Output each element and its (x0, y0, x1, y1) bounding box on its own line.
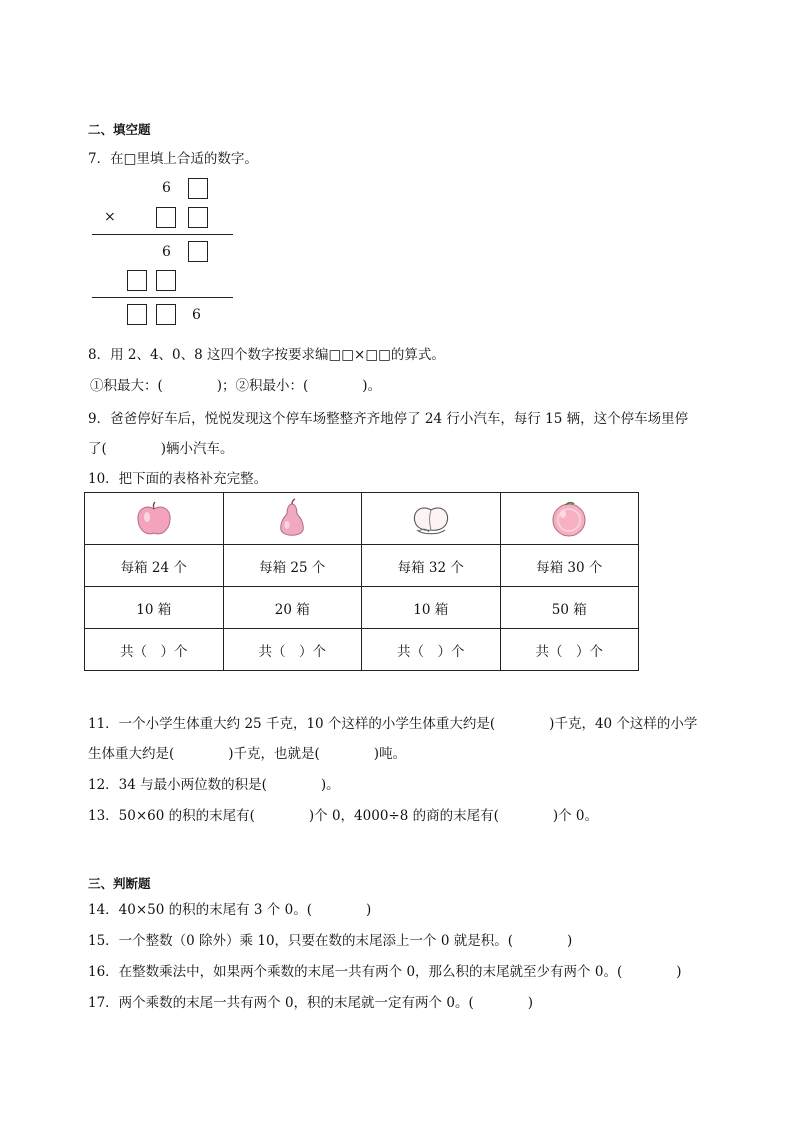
orange-icon (548, 499, 590, 539)
question-9-line2: 了( )辆小汽车。 (88, 441, 234, 457)
top-digit: 6 (162, 180, 171, 196)
answer-box[interactable] (156, 207, 176, 228)
divider-line (92, 234, 233, 235)
question-13: 13．50×60 的积的末尾有( )个 0，4000÷8 的商的末尾有( )个 0。 (88, 808, 599, 824)
peach-icon (409, 502, 453, 536)
section-title-fill-in: 二、填空题 (88, 122, 151, 137)
fruit-cell (85, 493, 224, 545)
per-box-cell: 每箱 30 个 (500, 545, 639, 587)
total-cell[interactable]: 共（ ）个 (500, 629, 639, 671)
question-15: 15．一个整数（0 除外）乘 10，只要在数的末尾添上一个 0 就是积。( ) (88, 933, 573, 949)
answer-box[interactable] (188, 207, 208, 228)
boxes-cell: 10 箱 (85, 587, 224, 629)
question-12: 12．34 与最小两位数的积是( )。 (88, 777, 340, 793)
answer-box[interactable] (188, 178, 208, 199)
fruit-cell (362, 493, 501, 545)
middle-digit: 6 (162, 244, 171, 260)
question-11-line2: 生体重大约是( )千克，也就是( )吨。 (88, 746, 407, 762)
per-box-cell: 每箱 24 个 (85, 545, 224, 587)
boxes-cell: 50 箱 (500, 587, 639, 629)
per-box-cell: 每箱 32 个 (362, 545, 501, 587)
times-sign: × (104, 209, 116, 225)
section-title-judge: 三、判断题 (88, 876, 151, 891)
fruit-cell (223, 493, 362, 545)
pear-icon (276, 498, 308, 540)
total-cell[interactable]: 共（ ）个 (362, 629, 501, 671)
apple-icon (134, 500, 174, 538)
question-10: 10．把下面的表格补充完整。 (88, 471, 268, 487)
answer-box[interactable] (188, 241, 208, 262)
total-cell[interactable]: 共（ ）个 (223, 629, 362, 671)
divider-line (92, 297, 233, 298)
fruit-cell (500, 493, 639, 545)
total-cell[interactable]: 共（ ）个 (85, 629, 224, 671)
boxes-cell: 10 箱 (362, 587, 501, 629)
answer-box[interactable] (127, 270, 147, 291)
answer-box[interactable] (127, 304, 147, 325)
question-16: 16．在整数乘法中，如果两个乘数的末尾一共有两个 0，那么积的末尾就至少有两个 0。( ) (88, 964, 682, 980)
per-box-cell: 每箱 25 个 (223, 545, 362, 587)
question-17: 17．两个乘数的末尾一共有两个 0，积的末尾就一定有两个 0。( ) (88, 995, 533, 1011)
question-7: 7．在□里填上合适的数字。 (88, 151, 258, 167)
question-9-line1: 9．爸爸停好车后，悦悦发现这个停车场整整齐齐地停了 24 行小汽车，每行 15 辆，这个停车场里停 (88, 411, 689, 427)
question-11-line1: 11．一个小学生体重大约 25 千克，10 个这样的小学生体重大约是( )千克，40 个这样的小学 (88, 716, 698, 732)
bottom-digit: 6 (192, 307, 201, 323)
question-14: 14．40×50 的积的末尾有 3 个 0。( ) (88, 902, 372, 918)
question-8-parts: ①积最大：( )；②积最小：( )。 (90, 378, 382, 394)
boxes-cell: 20 箱 (223, 587, 362, 629)
answer-box[interactable] (156, 304, 176, 325)
fruit-table (84, 492, 639, 671)
question-8: 8．用 2、4、0、8 这四个数字按要求编□□×□□的算式。 (88, 347, 445, 363)
answer-box[interactable] (156, 270, 176, 291)
